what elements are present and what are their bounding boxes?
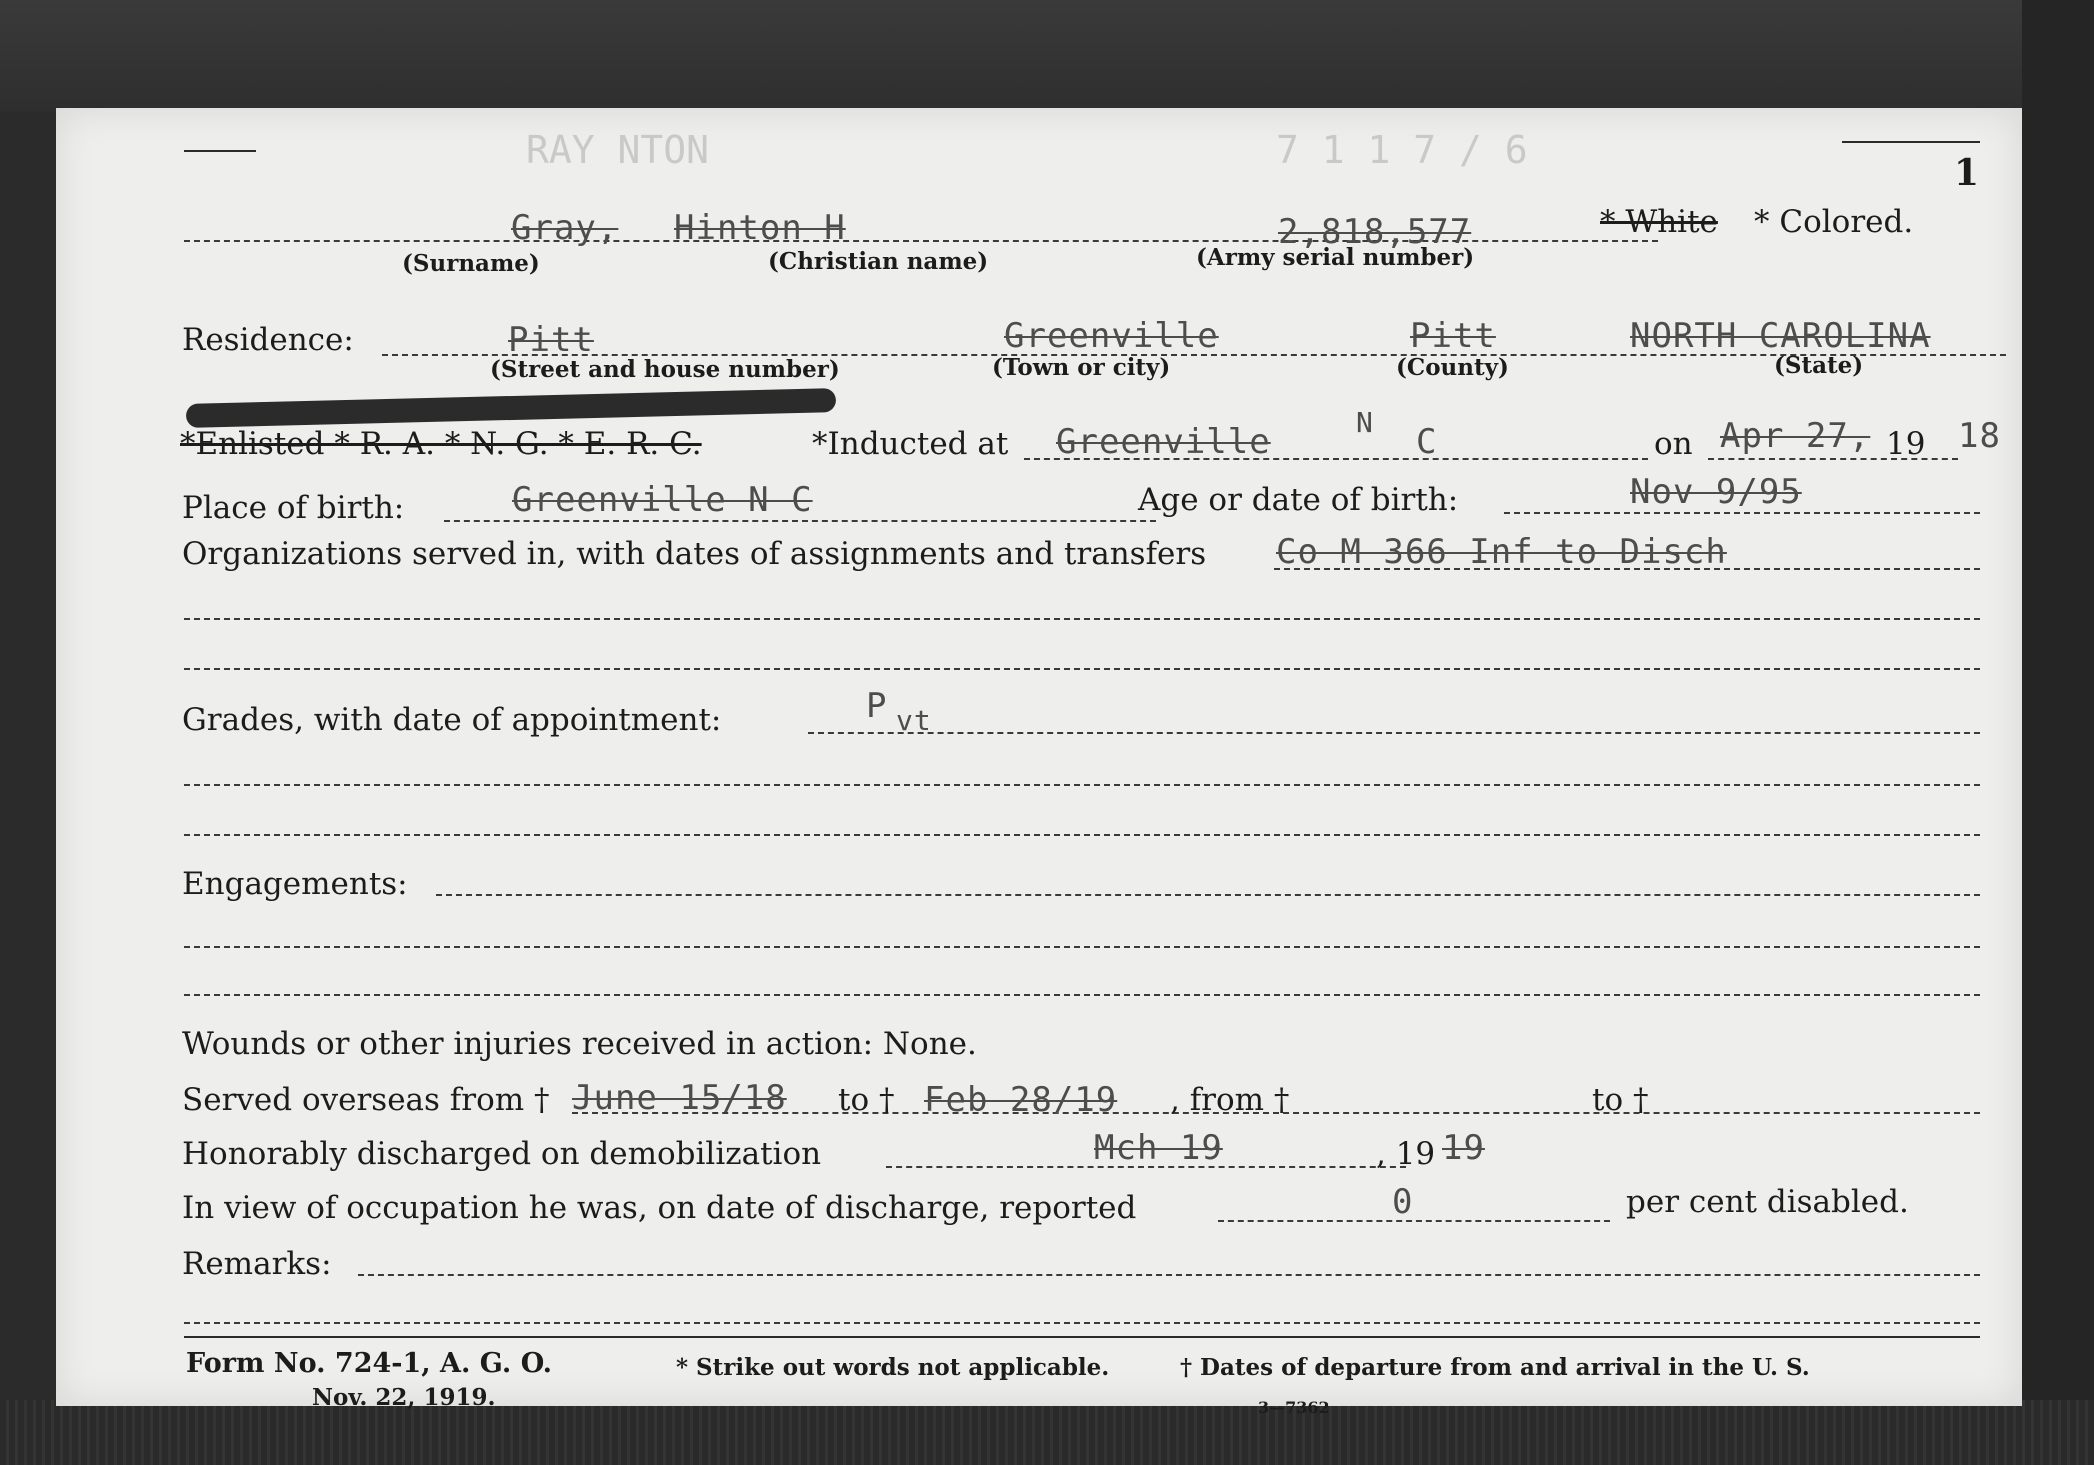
street-caption: (Street and house number) — [490, 356, 840, 383]
corner-rule-right — [1842, 141, 1980, 143]
engagements-line-3 — [184, 994, 1980, 996]
residence-street-value: Pitt — [508, 320, 594, 360]
place-of-birth-value: Greenville N C — [512, 480, 813, 520]
grades-line-2 — [184, 784, 1980, 786]
card-number: 1 — [1954, 152, 1980, 194]
discharge-date-value: Mch 19 — [1094, 1128, 1223, 1168]
bleed-through-number: 7 1 1 7 / 6 — [1276, 128, 1528, 172]
race-white — [1600, 204, 1718, 240]
birth-date-line — [1504, 512, 1980, 514]
residence-state-value: NORTH CAROLINA — [1630, 316, 1931, 356]
organizations-label: Organizations served in, with dates of assignments and transfers — [182, 536, 1207, 572]
enlisted-options — [180, 426, 702, 462]
christian-name-value: Hinton H — [674, 208, 846, 248]
serial-number-caption: (Army serial number) — [1196, 244, 1475, 271]
inducted-state-c: C — [1416, 422, 1438, 462]
serial-number-value: 2,818,577 — [1278, 212, 1472, 252]
ink-smear — [186, 388, 836, 428]
grades-line — [808, 732, 1980, 734]
scan-background-top — [0, 0, 2094, 112]
corner-rule-left — [184, 150, 256, 152]
discharge-year-prefix: , 19 — [1376, 1136, 1436, 1172]
overseas-to2-label: to † — [1592, 1082, 1649, 1118]
overseas-to-label: to † — [838, 1082, 895, 1118]
discharge-year-value: 19 — [1442, 1128, 1485, 1168]
engagements-label: Engagements: — [182, 866, 408, 902]
on-label: on — [1654, 426, 1693, 462]
overseas-from-value: June 15/18 — [572, 1078, 787, 1118]
grades-line-3 — [184, 834, 1980, 836]
induction-date-value: Apr 27, — [1720, 416, 1871, 456]
county-caption: (County) — [1396, 354, 1509, 381]
disability-value: 0 — [1392, 1182, 1414, 1222]
overseas-label: Served overseas from † — [182, 1082, 550, 1118]
overseas-to-value: Feb 28/19 — [924, 1080, 1118, 1120]
place-of-birth-line — [444, 520, 1156, 522]
surname-caption: (Surname) — [402, 250, 540, 277]
remarks-label: Remarks: — [182, 1246, 332, 1282]
race-white-text: * White — [1600, 204, 1718, 240]
bleed-through-text: RAY NTON — [526, 128, 710, 172]
organizations-line-2 — [184, 618, 1980, 620]
dates-note: † Dates of departure from and arrival in the U. S. — [1180, 1354, 1810, 1381]
race-colored: * Colored. — [1754, 204, 1914, 240]
remarks-line — [358, 1274, 1980, 1276]
town-caption: (Town or city) — [992, 354, 1171, 381]
inducted-label: *Inducted at — [812, 426, 1009, 462]
service-record-card — [56, 108, 2022, 1417]
discharge-label: Honorably discharged on demobilization — [182, 1136, 822, 1172]
engagements-line — [436, 894, 1980, 896]
print-code: 3—7362 — [1258, 1398, 1330, 1417]
inducted-state-n: N — [1356, 406, 1374, 439]
inducted-place-value: Greenville — [1056, 422, 1271, 462]
footer-rule — [184, 1336, 1980, 1338]
place-of-birth-label: Place of birth: — [182, 490, 405, 526]
state-caption: (State) — [1774, 352, 1864, 379]
disability-suffix: per cent disabled. — [1626, 1184, 1909, 1220]
wounds-label: Wounds or other injuries received in action: None. — [182, 1026, 977, 1062]
induction-year-value: 18 — [1958, 416, 2001, 456]
overseas-from2-label: , from † — [1170, 1082, 1290, 1118]
residence-county-value: Pitt — [1410, 316, 1496, 356]
birth-date-label: Age or date of birth: — [1138, 482, 1459, 518]
form-number: Form No. 724-1, A. G. O. — [186, 1348, 553, 1379]
disability-label: In view of occupation he was, on date of discharge, reported — [182, 1190, 1137, 1226]
induction-year-prefix: 19 — [1886, 426, 1926, 462]
grades-value-vt: vt — [896, 704, 932, 737]
form-date: Nov. 22, 1919. — [312, 1384, 496, 1411]
enlisted-options-text: *Enlisted * R. A. * N. G. * E. R. C. — [180, 426, 702, 462]
residence-town-value: Greenville — [1004, 316, 1219, 356]
residence-label: Residence: — [182, 322, 354, 358]
scan-background-right — [2022, 0, 2094, 1465]
remarks-line-2 — [184, 1322, 1980, 1324]
christian-name-caption: (Christian name) — [768, 248, 989, 275]
organizations-line-3 — [184, 668, 1980, 670]
disability-line — [1218, 1220, 1610, 1222]
grades-label: Grades, with date of appointment: — [182, 702, 722, 738]
strike-out-note: * Strike out words not applicable. — [676, 1354, 1110, 1381]
grades-value-p: P — [866, 686, 888, 726]
organizations-value: Co M 366 Inf to Disch — [1276, 532, 1727, 572]
surname-value: Gray, — [511, 208, 619, 248]
birth-date-value: Nov 9/95 — [1630, 472, 1802, 512]
engagements-line-2 — [184, 946, 1980, 948]
